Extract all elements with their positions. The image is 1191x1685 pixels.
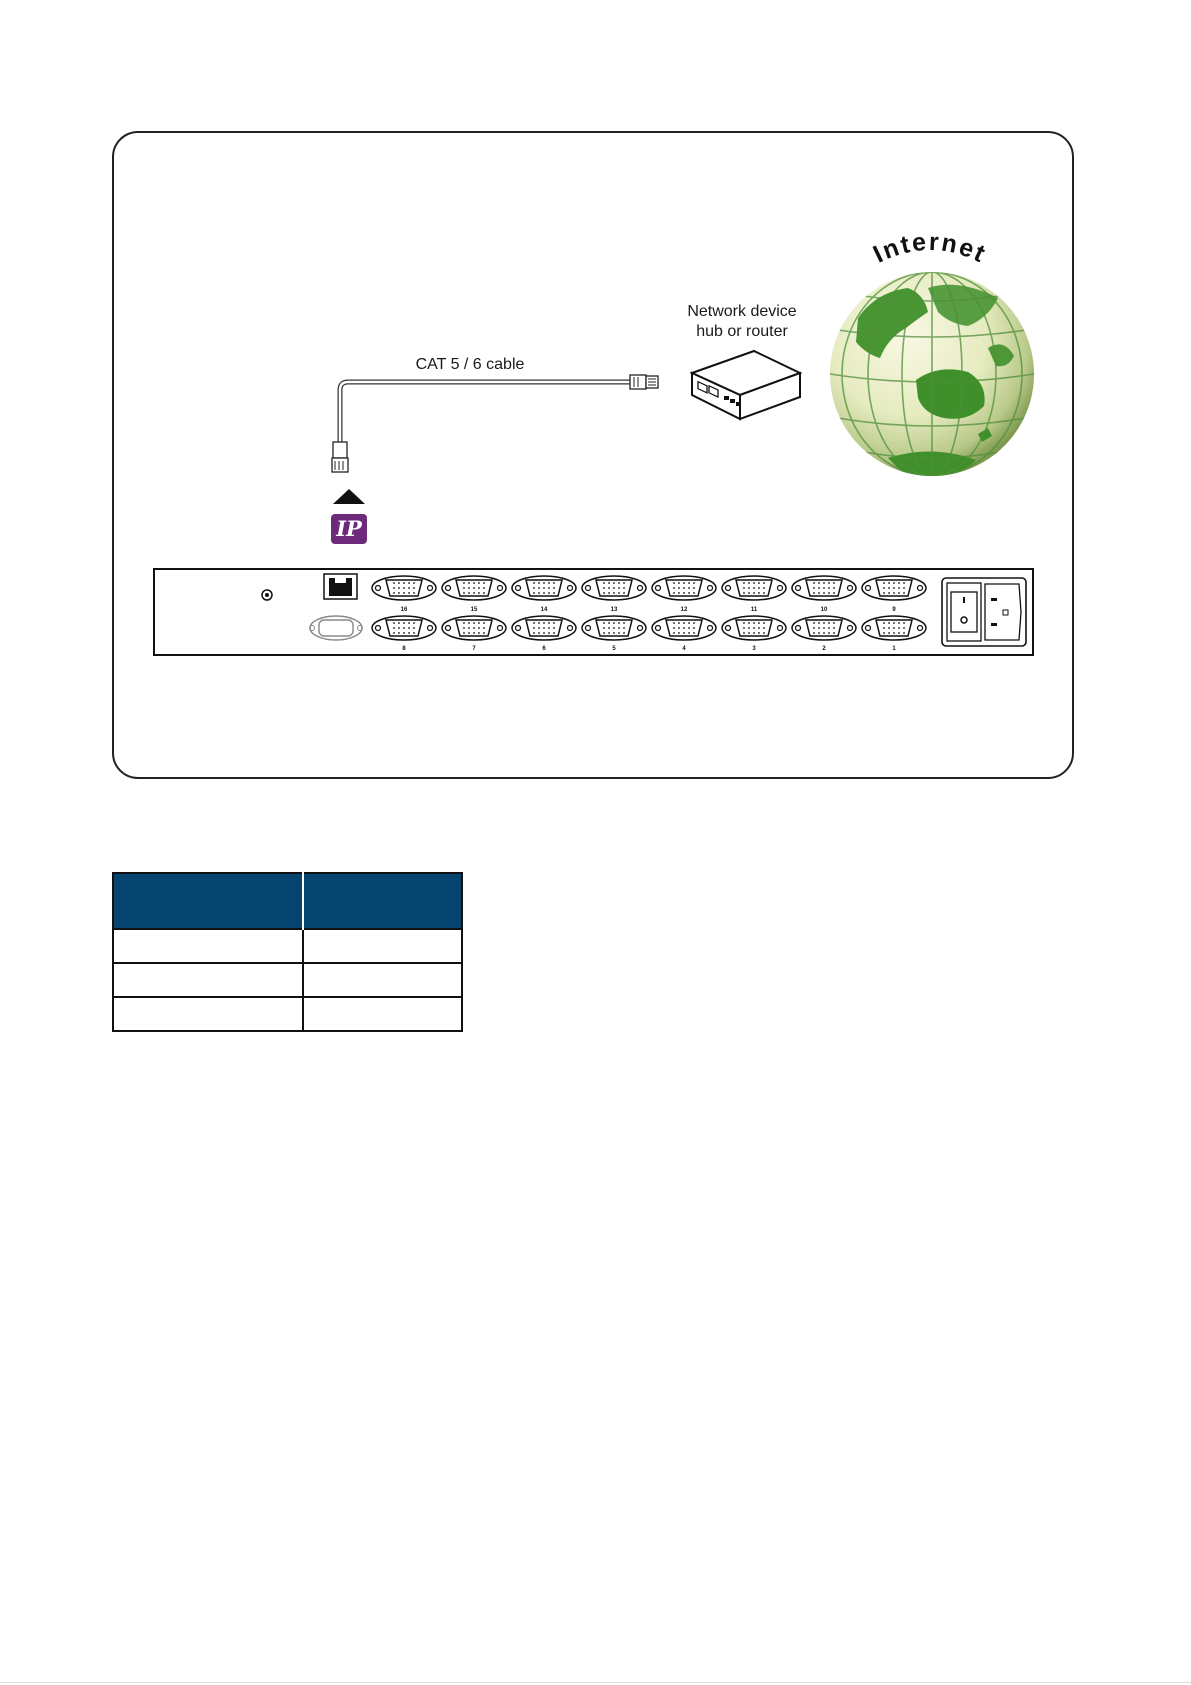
kvm-rear-panel (153, 568, 1034, 656)
port-number-label: 16 (400, 607, 408, 613)
table-cell (303, 963, 462, 997)
vga-port (512, 616, 576, 640)
cable-label: CAT 5 / 6 cable (415, 356, 525, 373)
vga-port (862, 616, 926, 640)
table-row (113, 963, 462, 997)
svg-text:Internet (869, 228, 991, 269)
port-number-label: 8 (402, 646, 406, 652)
vga-port (792, 616, 856, 640)
ip-badge: IP (331, 514, 367, 544)
table-cell (303, 929, 462, 963)
vga-port (652, 576, 716, 600)
power-module (942, 578, 1026, 646)
vga-port (582, 576, 646, 600)
port-number-label: 7 (472, 646, 476, 652)
port-number-label: 6 (542, 646, 546, 652)
port-number-label: 4 (682, 646, 686, 652)
page-bottom-rule (0, 1682, 1191, 1683)
rj45-plug-bottom (332, 442, 348, 472)
table-cell (303, 997, 462, 1031)
vga-port (722, 616, 786, 640)
table-cell (113, 963, 303, 997)
port-number-label: 9 (892, 607, 896, 613)
table-cell (113, 997, 303, 1031)
console-vga-port (310, 616, 363, 640)
vga-port (722, 576, 786, 600)
internet-label: Internet (868, 227, 991, 269)
rj45-plug-right (630, 375, 658, 389)
vga-port (792, 576, 856, 600)
vga-port (862, 576, 926, 600)
lan-port (324, 574, 357, 599)
vga-port (582, 616, 646, 640)
vga-port (512, 576, 576, 600)
network-cable (330, 370, 660, 480)
port-number-label: 15 (470, 607, 478, 613)
table-row (113, 929, 462, 963)
port-number-label: 10 (820, 607, 828, 613)
table-header-cell (303, 873, 462, 929)
vga-port (442, 576, 506, 600)
ground-screw-icon (262, 590, 272, 600)
spec-table (112, 872, 463, 1032)
port-number-label: 1 (892, 646, 896, 652)
globe-icon (828, 268, 1036, 480)
port-number-label: 2 (822, 646, 826, 652)
vga-port (442, 616, 506, 640)
vga-port (372, 616, 436, 640)
vga-port (652, 616, 716, 640)
network-device-label-line2: hub or router (696, 323, 788, 340)
port-number-label: 11 (750, 607, 758, 613)
port-number-label: 13 (610, 607, 618, 613)
port-number-label: 12 (680, 607, 688, 613)
table-cell (113, 929, 303, 963)
port-number-label: 5 (612, 646, 616, 652)
network-device-label-line1: Network device (687, 303, 797, 320)
table-header-cell (113, 873, 303, 929)
vga-port (372, 576, 436, 600)
table-row (113, 997, 462, 1031)
port-number-label: 3 (752, 646, 756, 652)
router-icon (688, 345, 802, 425)
up-arrow-icon (333, 489, 365, 504)
port-number-label: 14 (540, 607, 548, 613)
